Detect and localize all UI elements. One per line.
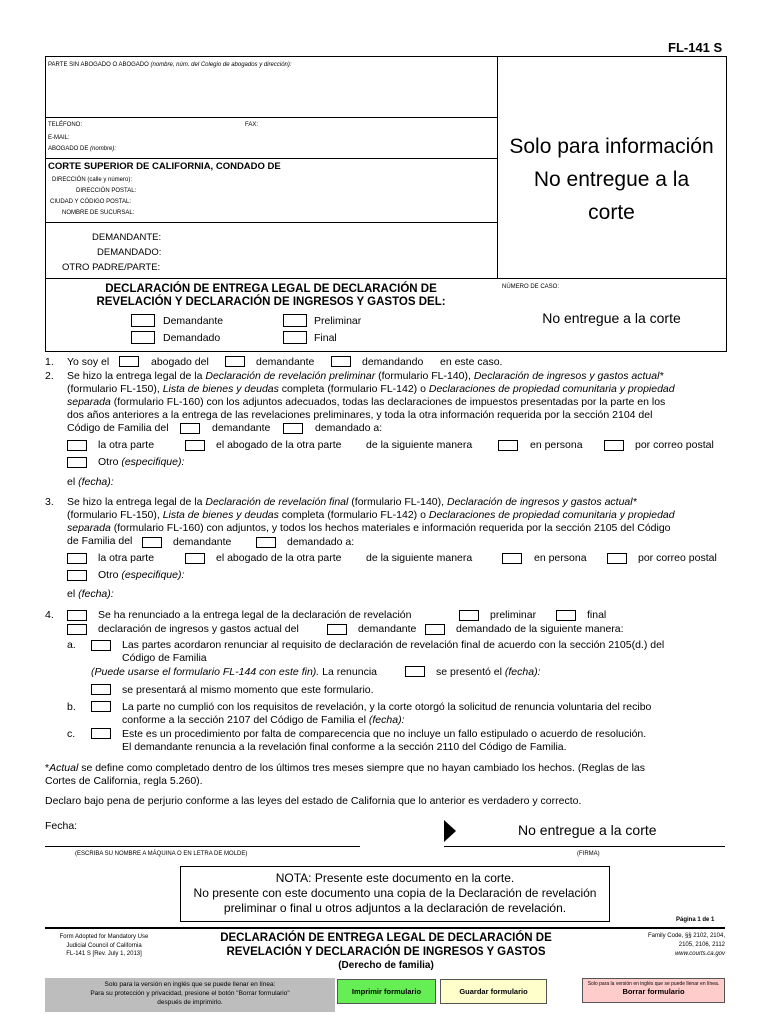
respondent-checkbox[interactable]	[131, 331, 155, 344]
name-line	[45, 846, 360, 847]
petitioner-checkbox[interactable]	[131, 314, 155, 327]
final-checkbox[interactable]	[283, 331, 307, 344]
info-line-2: No entregue a la	[533, 168, 690, 191]
case-number-note: No entregue a la corte	[542, 310, 681, 326]
item3-mail-checkbox[interactable]	[607, 553, 627, 564]
item3-other-party-checkbox[interactable]	[67, 553, 87, 564]
item4-final-checkbox[interactable]	[556, 610, 576, 621]
perjury-declaration: Declaro bajo pena de perjurio conforme a las leyes del estado de California que lo anterior es verdadero y correcto.	[45, 795, 582, 807]
date-label: Fecha:	[45, 820, 78, 832]
info-line-3: corte	[588, 201, 635, 224]
item3-date: el (fecha):	[67, 588, 114, 600]
item4-petitioner-checkbox[interactable]	[327, 624, 347, 635]
item2-other-checkbox[interactable]	[67, 457, 87, 468]
party-label: PARTE SIN ABOGADO O ABOGADO (nombre, núm. del Colegio de abogados y dirección):	[48, 62, 292, 68]
item3-other-attorney-checkbox[interactable]	[185, 553, 205, 564]
case-number-label: NÚMERO DE CASO:	[502, 284, 560, 290]
city-label: CIUDAD Y CÓDIGO POSTAL:	[50, 199, 132, 205]
footnote: *Actual se define como completado dentro de los últimos tres meses siempre que no hayan cambiado los hechos. (Reglas de las	[45, 762, 646, 774]
info-notice	[498, 130, 725, 229]
email-label: E-MAIL:	[48, 135, 70, 141]
item4-waiver-checkbox[interactable]	[67, 610, 87, 621]
item2-in-person-checkbox[interactable]	[498, 440, 518, 451]
item3-respondent-checkbox[interactable]	[256, 537, 276, 548]
save-form-button[interactable]: Guardar formulario	[440, 979, 547, 1004]
code-block: Family Code, §§ 2102, 2104, 2105, 2106, 2112 www.courts.ca.gov	[647, 933, 725, 957]
petitioner-label: DEMANDANTE:	[92, 232, 162, 243]
item3-other-checkbox[interactable]	[67, 570, 87, 581]
signature-line	[444, 846, 725, 847]
item4-respondent-checkbox[interactable]	[425, 624, 445, 635]
item2-mail-checkbox[interactable]	[604, 440, 624, 451]
fax-label: FAX:	[245, 122, 259, 128]
phone-label: TELÉFONO:	[48, 122, 83, 128]
notice-text: NOTA: Presente este documento en la corte. No presente con este documento una copia de la Declaración de revelación preliminar o final u otros adjuntos a la declaración de revelación.	[193, 871, 597, 915]
print-form-button[interactable]: Imprimir formulario	[337, 979, 436, 1004]
item2-respondent-checkbox[interactable]	[283, 423, 303, 434]
info-line-1: Solo para información	[509, 135, 714, 158]
attorney-label: ABOGADO DE (nombre):	[48, 146, 117, 152]
footer-title: DECLARACIÓN DE ENTREGA LEGAL DE DECLARACIÓN DE REVELACIÓN Y DECLARACIÓN DE INGRESOS Y GASTOS (Derecho de familia)	[220, 932, 552, 971]
respondent-label: DEMANDADO:	[97, 247, 162, 258]
court-title: CORTE SUPERIOR DE CALIFORNIA, CONDADO DE	[48, 161, 281, 172]
preliminary-checkbox[interactable]	[283, 314, 307, 327]
clear-form-button[interactable]: Solo para la versión en inglés que se puede llenar en línea. Borrar formulario	[582, 978, 725, 1003]
item2-petitioner-checkbox[interactable]	[180, 423, 200, 434]
other-parent-label: OTRO PADRE/PARTE:	[62, 262, 161, 273]
address-label: DIRECCIÓN (calle y número):	[52, 177, 133, 183]
item4b-checkbox[interactable]	[91, 701, 111, 712]
item2-other-attorney-checkbox[interactable]	[185, 440, 205, 451]
item4a-checkbox[interactable]	[91, 640, 111, 651]
signature-arrow-icon	[444, 820, 456, 842]
item1-petitioner-checkbox[interactable]	[225, 356, 245, 367]
item4a-filed-checkbox[interactable]	[405, 666, 425, 677]
item2-date: el (fecha):	[67, 476, 114, 488]
adopted-block: Form Adopted for Mandatory Use Judicial Council of California FL-141 S [Rev. July 1, 2013]	[59, 934, 149, 957]
item3-petitioner-checkbox[interactable]	[142, 537, 162, 548]
item2-other-party-checkbox[interactable]	[67, 440, 87, 451]
privacy-note: Solo para la versión en inglés que se puede llenar en línea: Para su protección y privacidad, presione el botón "Borrar formulario" después de imprimirlo.	[45, 978, 335, 1012]
page-number: Página 1 de 1	[676, 917, 715, 923]
item4-preliminary-checkbox[interactable]	[459, 610, 479, 621]
item4a-will-file-checkbox[interactable]	[91, 684, 111, 695]
mailing-label: DIRECCIÓN POSTAL:	[76, 188, 137, 194]
item1-attorney-checkbox[interactable]	[119, 356, 139, 367]
branch-label: NOMBRE DE SUCURSAL:	[62, 210, 135, 216]
item1-respondent-checkbox[interactable]	[331, 356, 351, 367]
form-number: FL-141 S	[668, 40, 723, 55]
signature-caption: (FIRMA)	[577, 851, 600, 857]
form-title: DECLARACIÓN DE ENTREGA LEGAL DE DECLARACIÓN DE REVELACIÓN Y DECLARACIÓN DE INGRESOS Y GASTOS DEL:	[96, 283, 446, 308]
name-caption: (ESCRIBA SU NOMBRE A MÁQUINA O EN LETRA DE MOLDE)	[75, 851, 248, 857]
signature-note: No entregue a la corte	[518, 822, 657, 838]
item4c-checkbox[interactable]	[91, 728, 111, 739]
item4-income-checkbox[interactable]	[67, 624, 87, 635]
item3-in-person-checkbox[interactable]	[502, 553, 522, 564]
